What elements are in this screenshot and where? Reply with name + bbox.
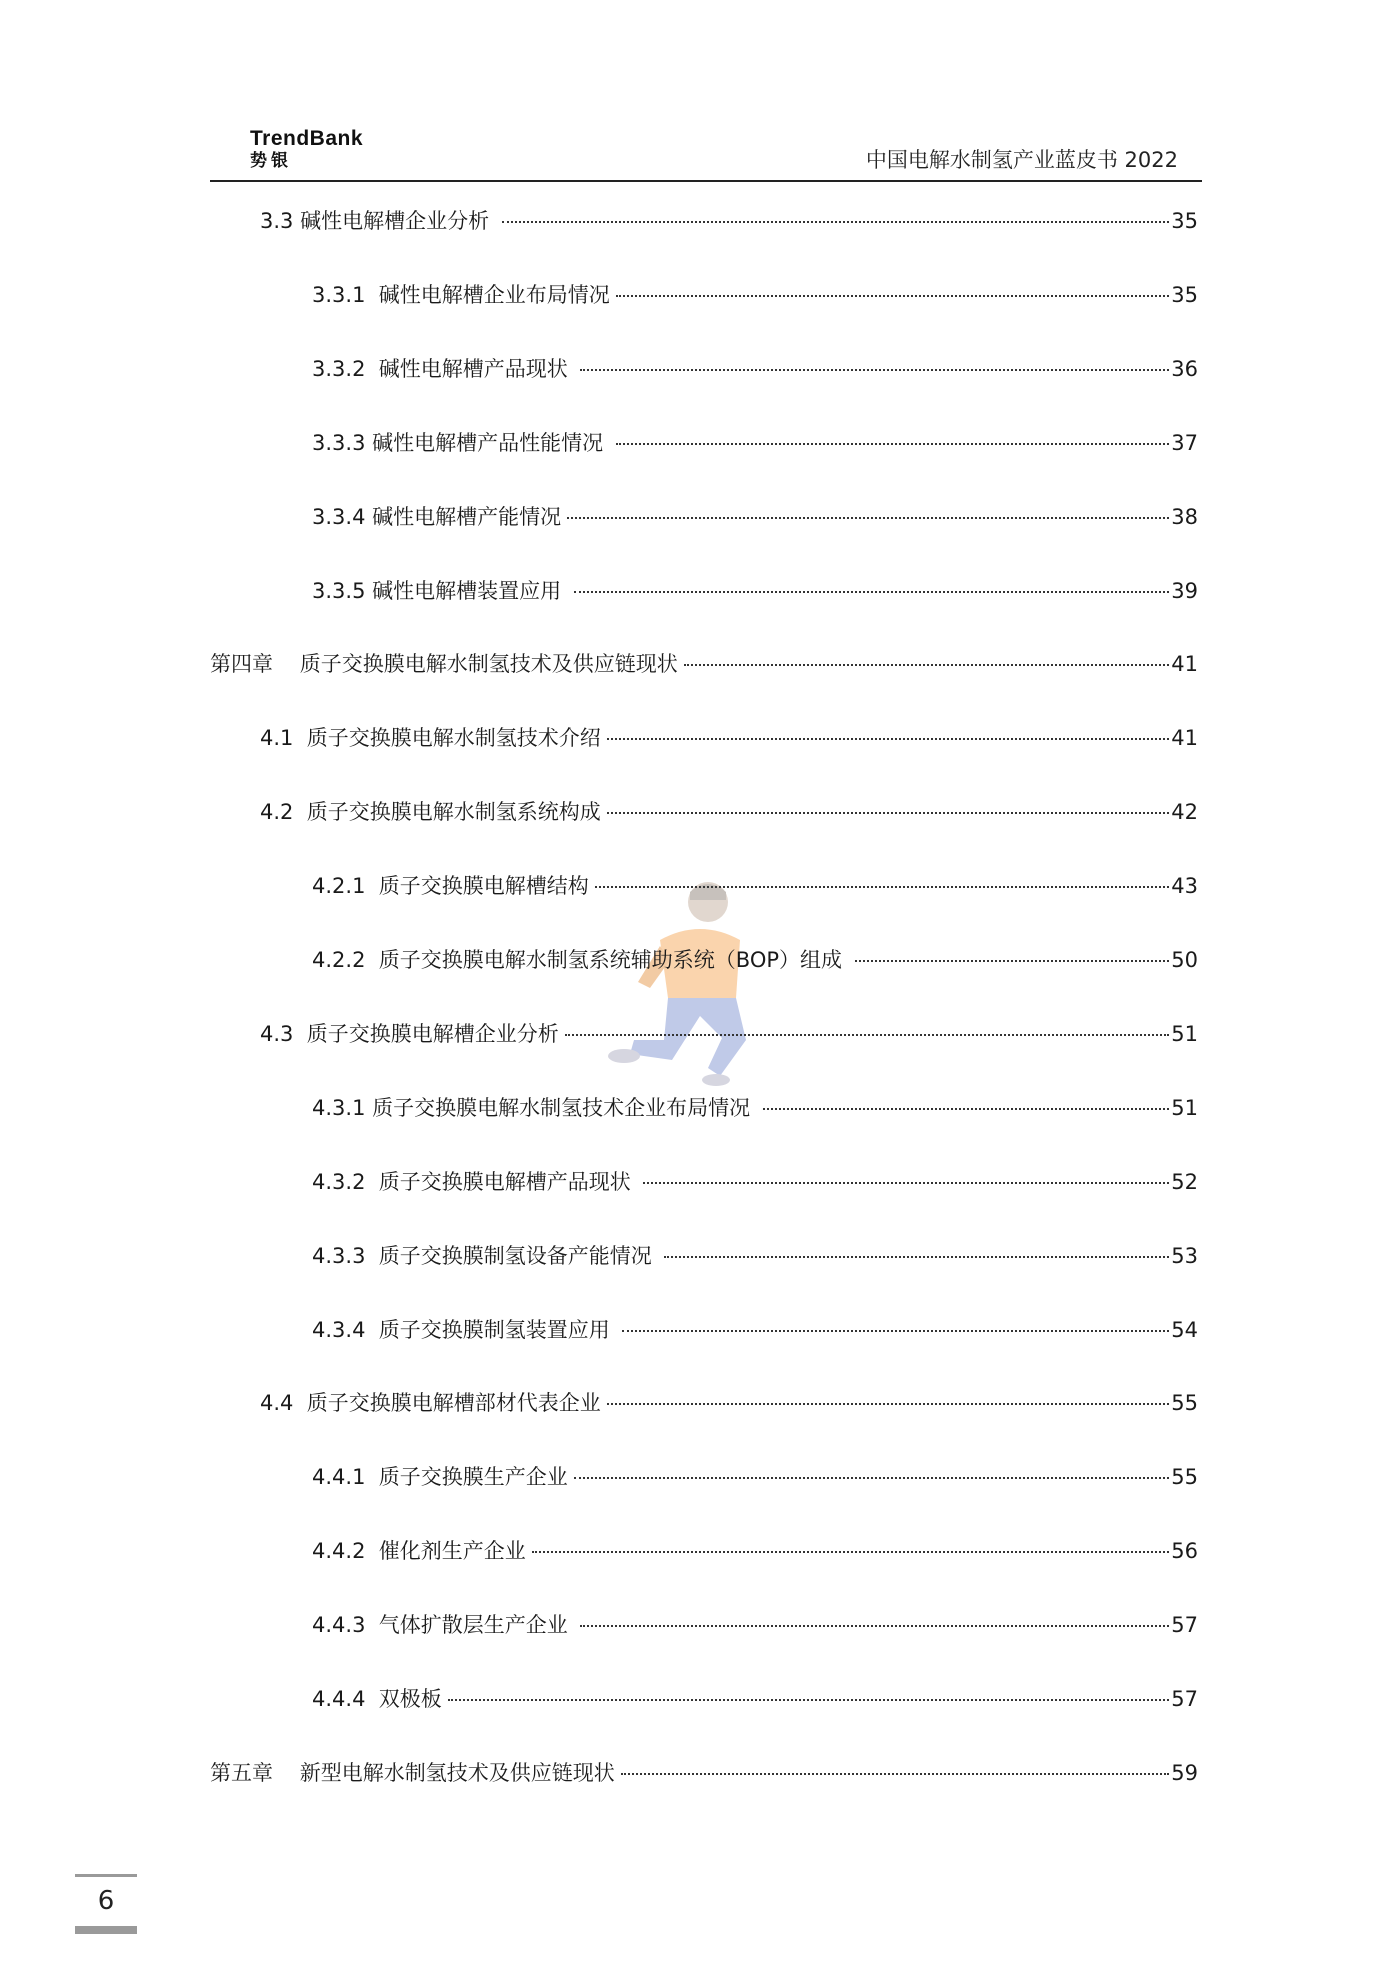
- toc-entry-page: 50: [1171, 948, 1198, 972]
- toc-entry-title: 4.1 质子交换膜电解水制氢技术介绍: [260, 726, 601, 750]
- toc-entry[interactable]: [312, 500, 1198, 534]
- toc-dot-leader: [607, 1403, 1170, 1405]
- toc-entry-title: 4.4.2 催化剂生产企业: [312, 1539, 526, 1563]
- toc-dot-leader: [664, 1256, 1169, 1258]
- toc-entry-page: 53: [1171, 1244, 1198, 1268]
- toc-entry-title: 4.3.2 质子交换膜电解槽产品现状: [312, 1170, 638, 1194]
- toc-entry[interactable]: [312, 1534, 1198, 1568]
- toc-entry-page: 35: [1171, 283, 1198, 307]
- toc-entry[interactable]: [312, 278, 1198, 312]
- toc-entry-title: 4.4.1 质子交换膜生产企业: [312, 1465, 568, 1489]
- toc-entry-title: 4.2.2 质子交换膜电解水制氢系统辅助系统（BOP）组成: [312, 948, 849, 972]
- toc-entry[interactable]: [312, 574, 1198, 608]
- toc-entry-page: 35: [1171, 209, 1198, 233]
- toc-entry-title: 4.2.1 质子交换膜电解槽结构: [312, 874, 589, 898]
- toc-entry[interactable]: [312, 1239, 1198, 1273]
- toc-entry[interactable]: [312, 1313, 1198, 1347]
- toc-entry[interactable]: [312, 352, 1198, 386]
- toc-entry[interactable]: [312, 1608, 1198, 1642]
- toc-entry-page: 57: [1171, 1687, 1198, 1711]
- toc-entry-title: 第五章 新型电解水制氢技术及供应链现状: [210, 1761, 615, 1785]
- toc-entry[interactable]: [260, 1017, 1198, 1051]
- toc-entry-page: 36: [1171, 357, 1198, 381]
- toc-entry-page: 51: [1171, 1022, 1198, 1046]
- toc-entry-page: 56: [1171, 1539, 1198, 1563]
- trendbank-logo: [250, 128, 363, 170]
- toc-entry-title: 4.3 质子交换膜电解槽企业分析: [260, 1022, 559, 1046]
- toc-entry-title: 第四章 质子交换膜电解水制氢技术及供应链现状: [210, 652, 678, 676]
- toc-dot-leader: [621, 1773, 1170, 1775]
- page-number-block: [75, 1874, 137, 1936]
- toc-entry-title: 4.3.3 质子交换膜制氢设备产能情况: [312, 1244, 659, 1268]
- toc-entry-page: 52: [1171, 1170, 1198, 1194]
- page-number-top-bar: [75, 1874, 137, 1877]
- toc-dot-leader: [580, 1625, 1169, 1627]
- toc-dot-leader: [616, 295, 1169, 297]
- toc-entry-page: 37: [1171, 431, 1198, 455]
- toc-entry-title: 4.2 质子交换膜电解水制氢系统构成: [260, 800, 601, 824]
- toc-entry-title: 4.3.4 质子交换膜制氢装置应用: [312, 1318, 617, 1342]
- toc-dot-leader: [616, 443, 1169, 445]
- logo-english-text: TrendBank: [250, 127, 364, 150]
- toc-entry[interactable]: [312, 426, 1198, 460]
- toc-entry[interactable]: [260, 204, 1198, 238]
- page-number: 6: [97, 1886, 115, 1916]
- toc-entry[interactable]: [260, 1386, 1198, 1420]
- toc-entry-title: 3.3.1 碱性电解槽企业布局情况: [312, 283, 610, 307]
- toc-dot-leader: [574, 1477, 1169, 1479]
- toc-dot-leader: [855, 960, 1170, 962]
- toc-entry[interactable]: [210, 647, 1198, 681]
- toc-dot-leader: [574, 591, 1169, 593]
- toc-entry[interactable]: [312, 1460, 1198, 1494]
- toc-dot-leader: [684, 664, 1170, 666]
- toc-entry-page: 59: [1171, 1761, 1198, 1785]
- toc-entry-title: 3.3 碱性电解槽企业分析: [260, 209, 496, 233]
- toc-entry-title: 4.3.1 质子交换膜电解水制氢技术企业布局情况: [312, 1096, 757, 1120]
- toc-entry-page: 51: [1171, 1096, 1198, 1120]
- toc-dot-leader: [607, 812, 1170, 814]
- toc-dot-leader: [607, 738, 1170, 740]
- running-person-icon: [590, 870, 780, 1090]
- toc-dot-leader: [595, 886, 1169, 888]
- toc-entry-page: 55: [1171, 1391, 1198, 1415]
- toc-entry-page: 55: [1171, 1465, 1198, 1489]
- toc-entry-page: 43: [1171, 874, 1198, 898]
- toc-entry[interactable]: [210, 1756, 1198, 1790]
- toc-dot-leader: [580, 369, 1169, 371]
- toc-dot-leader: [502, 221, 1170, 223]
- toc-entry[interactable]: [260, 795, 1198, 829]
- toc-entry-title: 3.3.3 碱性电解槽产品性能情况: [312, 431, 610, 455]
- toc-entry-title: 4.4.4 双极板: [312, 1687, 442, 1711]
- toc-entry-page: 42: [1171, 800, 1198, 824]
- document-title: 中国电解水制氢产业蓝皮书 2022: [865, 148, 1178, 172]
- toc-entry-title: 3.3.2 碱性电解槽产品现状: [312, 357, 575, 381]
- toc-entry-title: 4.4.3 气体扩散层生产企业: [312, 1613, 575, 1637]
- toc-entry[interactable]: [312, 1091, 1198, 1125]
- toc-dot-leader: [565, 1034, 1170, 1036]
- toc-entry-page: 41: [1171, 726, 1198, 750]
- toc-dot-leader: [448, 1699, 1169, 1701]
- toc-entry-page: 57: [1171, 1613, 1198, 1637]
- toc-entry[interactable]: [312, 943, 1198, 977]
- toc-entry[interactable]: [260, 721, 1198, 755]
- toc-entry-page: 41: [1171, 652, 1198, 676]
- header-divider: [210, 180, 1202, 182]
- toc-entry-title: 4.4 质子交换膜电解槽部材代表企业: [260, 1391, 601, 1415]
- toc-dot-leader: [532, 1551, 1169, 1553]
- toc-entry-page: 39: [1171, 579, 1198, 603]
- logo-chinese-text: 势银: [250, 151, 292, 171]
- toc-entry-page: 54: [1171, 1318, 1198, 1342]
- toc-entry[interactable]: [312, 1165, 1198, 1199]
- toc-entry[interactable]: [312, 869, 1198, 903]
- page-number-bottom-bar: [75, 1926, 137, 1934]
- toc-dot-leader: [643, 1182, 1169, 1184]
- toc-entry-page: 38: [1171, 505, 1198, 529]
- toc-dot-leader: [763, 1108, 1169, 1110]
- toc-dot-leader: [622, 1330, 1169, 1332]
- toc-entry-title: 3.3.5 碱性电解槽装置应用: [312, 579, 568, 603]
- toc-dot-leader: [567, 517, 1169, 519]
- toc-entry-title: 3.3.4 碱性电解槽产能情况: [312, 505, 562, 529]
- toc-entry[interactable]: [312, 1682, 1198, 1716]
